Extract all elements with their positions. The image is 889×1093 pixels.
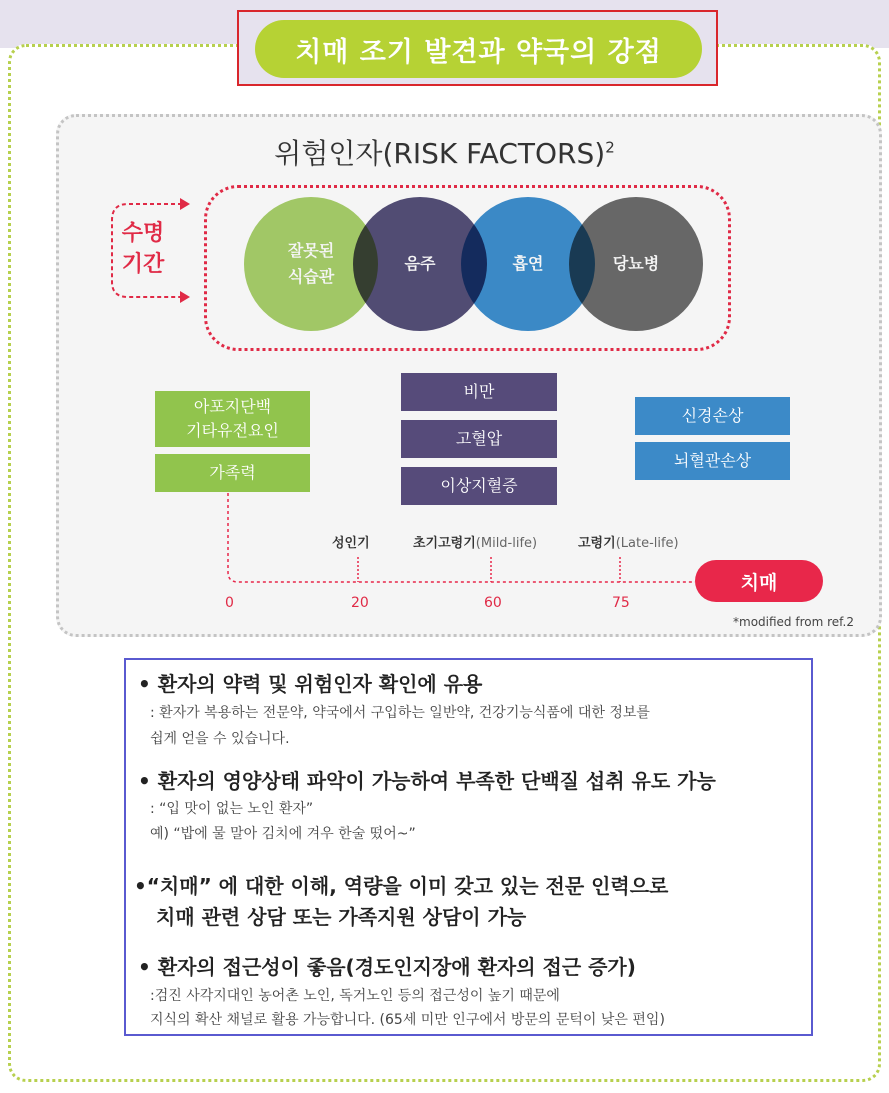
benefit-2-detail-2: 예) “밥에 물 말아 김치에 겨우 한술 떴어~”	[150, 826, 416, 842]
family-history-box: 가족력	[155, 454, 310, 492]
benefit-4-title: • 환자의 접근성이 좋음(경도인지장애 환자의 접근 증가)	[138, 955, 636, 979]
lifespan-label-line1: 수명	[121, 221, 165, 246]
diagram-heading: 위험인자(RISK FACTORS)$^2$	[274, 137, 615, 170]
tick-75: 75	[612, 595, 630, 611]
cerebrovascular-damage-box: 뇌혈관손상	[635, 442, 790, 480]
tick-20: 20	[351, 595, 369, 611]
circle-bad-diet: 잘못된 식습관	[244, 197, 378, 331]
heading-superscript: 2	[605, 138, 615, 157]
circle-drinking: 음주	[353, 197, 487, 331]
stage-late-life: 고령기(Late-life)	[578, 536, 679, 551]
page-title: 치매 조기 발견과 약국의 강점	[255, 20, 702, 78]
tick-0: 0	[225, 595, 234, 611]
dementia-outcome: 치매	[695, 560, 823, 602]
circle-diabetes: 당뇨병	[569, 197, 703, 331]
benefit-1-title: • 환자의 약력 및 위험인자 확인에 유용	[138, 672, 483, 696]
hypertension-box: 고혈압	[401, 420, 557, 458]
obesity-box: 비만	[401, 373, 557, 411]
benefit-4-detail-1: :검진 사각지대인 농어촌 노인, 독거노인 등의 접근성이 높기 때문에	[150, 988, 560, 1004]
benefit-1-detail-1: : 환자가 복용하는 전문약, 약국에서 구입하는 일반약, 건강기능식품에 대한 정보를	[150, 705, 650, 721]
benefit-2-detail-1: : “입 맛이 없는 노인 환자”	[150, 801, 314, 817]
circle-smoking: 흡연	[461, 197, 595, 331]
stage-mid-life: 초기고령기(Mild-life)	[413, 536, 538, 551]
stage-adulthood: 성인기	[332, 536, 370, 551]
benefit-1-detail-2: 쉽게 얻을 수 있습니다.	[150, 731, 290, 747]
lifespan-label-line2: 기간	[121, 251, 165, 277]
tick-60: 60	[484, 595, 502, 611]
reference-note: *modified from ref.2	[733, 615, 854, 629]
genetic-factors-box: 아포지단백 기타유전요인	[155, 391, 310, 447]
benefit-4-detail-2: 지식의 확산 채널로 활용 가능합니다. (65세 미만 인구에서 방문의 문턱이 낮은 편임)	[150, 1012, 665, 1028]
dyslipidemia-box: 이상지혈증	[401, 467, 557, 505]
benefit-3-title-line2: 치매 관련 상담 또는 가족지원 상담이 가능	[156, 905, 527, 929]
benefit-3-title: •“치매” 에 대한 이해, 역량을 이미 갖고 있는 전문 인력으로	[134, 874, 669, 898]
benefit-2-title: • 환자의 영양상태 파악이 가능하여 부족한 단백질 섭취 유도 가능	[138, 769, 716, 793]
nerve-damage-box: 신경손상	[635, 397, 790, 435]
